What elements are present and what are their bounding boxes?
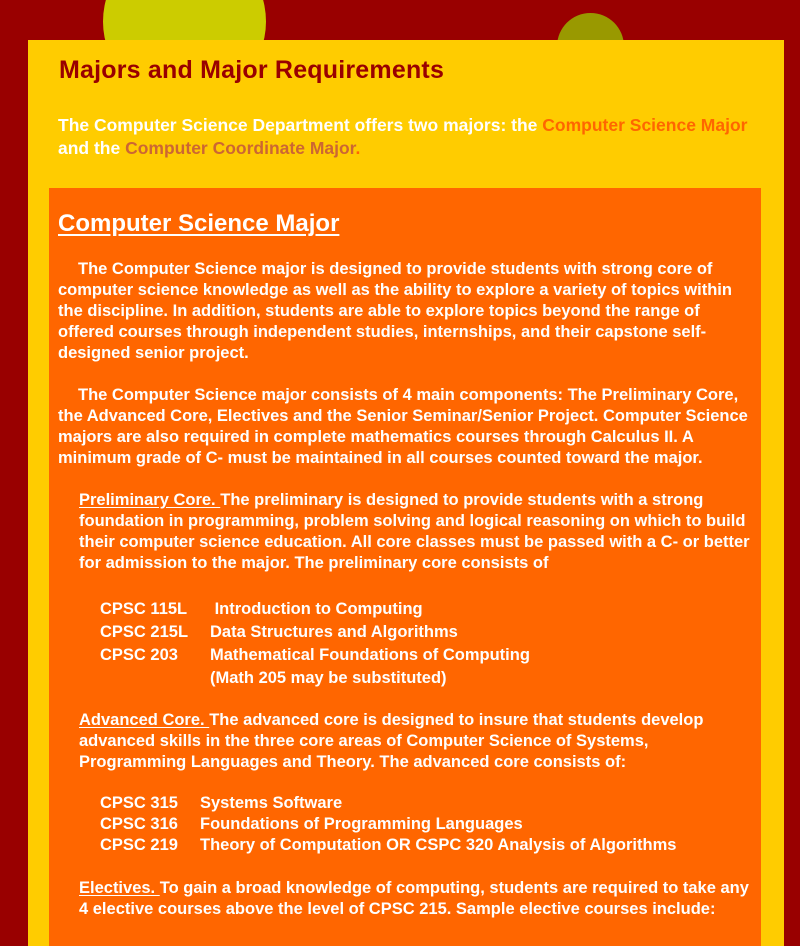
- intro-text-before: The Computer Science Department offers two majors: the: [58, 115, 543, 135]
- course-code: CPSC 219: [100, 836, 178, 854]
- course-title: Theory of Computation OR CSPC 320 Analysis of Algorithms: [200, 836, 677, 854]
- electives-paragraph: [79, 878, 749, 920]
- electives-text: To gain a broad knowledge of computing, students are required to take any 4 elective courses above the level of CPSC 215. Sample elective courses include:: [79, 879, 749, 918]
- course-title: Data Structures and Algorithms: [210, 623, 458, 641]
- intro-text-middle: and the: [58, 138, 126, 158]
- preliminary-core-heading: Preliminary Core.: [79, 491, 221, 509]
- course-row: [100, 835, 676, 856]
- intro-paragraph: [58, 114, 748, 160]
- preliminary-course-list: [100, 598, 530, 690]
- course-title: Foundations of Programming Languages: [200, 815, 523, 833]
- section-heading: Computer Science Major: [58, 210, 340, 237]
- course-code: CPSC 316: [100, 815, 178, 833]
- page-title: Majors and Major Requirements: [59, 56, 445, 84]
- course-code: CPSC 203: [100, 646, 178, 664]
- advanced-core-text: The advanced core is designed to insure that students develop advanced skills in the three core areas of Computer Science of Systems, Programming Languages and Theory. The advanced core consists of:: [79, 711, 704, 771]
- course-row: [100, 621, 530, 644]
- course-code: CPSC 315: [100, 794, 178, 812]
- description-paragraph: The Computer Science major is designed to provide students with strong core of computer science knowledge as well as the ability to explore a variety of topics within the discipline. In addition, students are able to explore topics beyond the range of offered courses through independent studies, internships, and their capstone self-designed senior project.: [58, 260, 732, 362]
- intro-text-end: .: [355, 138, 361, 158]
- components-paragraph: The Computer Science major consists of 4 main components: The Preliminary Core, the Advanced Core, Electives and the Senior Seminar/Senior Project. Computer Science majors are also required in complete mathematics courses through Calculus II. A minimum grade of C- must be maintained in all courses counted toward the major.: [58, 386, 748, 467]
- course-title: Systems Software: [200, 794, 343, 812]
- course-row: [100, 598, 530, 621]
- electives-heading: Electives.: [79, 879, 160, 897]
- cs-major-section: [49, 188, 761, 946]
- course-note: (Math 205 may be substituted): [210, 669, 447, 687]
- course-title: Mathematical Foundations of Computing: [210, 646, 530, 664]
- course-code: CPSC 115L: [100, 600, 188, 618]
- advanced-core-paragraph: [79, 710, 739, 773]
- course-row: [100, 644, 530, 667]
- course-row: [100, 814, 676, 835]
- coordinate-major-link[interactable]: Computer Coordinate Major: [125, 138, 356, 158]
- course-row: [100, 793, 676, 814]
- advanced-course-list: [100, 793, 676, 856]
- advanced-core-heading: Advanced Core.: [79, 711, 210, 729]
- cs-major-link[interactable]: Computer Science Major: [542, 115, 748, 135]
- course-code: CPSC 215L: [100, 623, 189, 641]
- preliminary-core-text: The preliminary is designed to provide students with a strong foundation in programming, problem solving and logical reasoning on which to build their computer science education. All core classes must be passed with a C- or better for admission to the major. The preliminary core consists of: [79, 491, 750, 572]
- preliminary-core-paragraph: [79, 490, 759, 574]
- course-title: Introduction to Computing: [210, 600, 423, 618]
